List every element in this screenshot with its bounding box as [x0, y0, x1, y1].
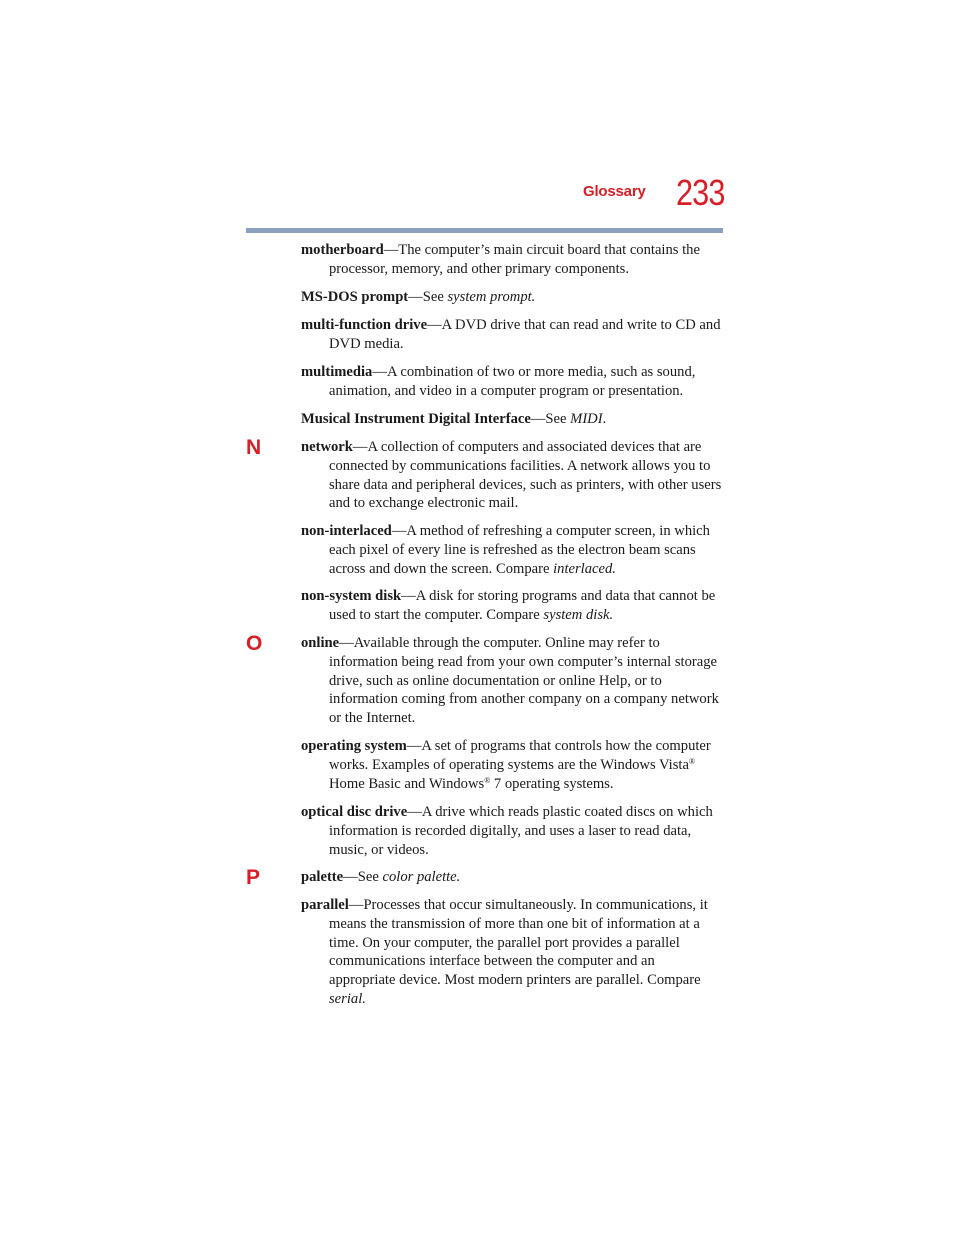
cross-reference: system disk. [543, 606, 614, 623]
section-title: Glossary [583, 183, 646, 200]
glossary-term: multi-function drive [301, 317, 428, 333]
glossary-definition: —See [408, 289, 448, 305]
glossary-definition: —A set of programs that controls how the computer works. Examples of operating systems are the Windows Vista [329, 738, 711, 773]
letter-marker-o: O [246, 632, 263, 655]
glossary-entry-midi [301, 410, 723, 429]
registered-mark: ® [688, 756, 696, 766]
cross-reference: system prompt. [447, 289, 536, 305]
cross-reference: serial. [329, 990, 366, 1007]
glossary-entry-optical-disc-drive [301, 803, 723, 859]
glossary-definition: —See [530, 411, 571, 427]
glossary-term: multimedia [301, 364, 373, 380]
glossary-definition: —A combination of two or more media, such as sound, animation, and video in a computer program or presentation. [329, 364, 696, 399]
glossary-definition: —A collection of computers and associated devices that are connected by communications facilities. A network allows you to share data and peripheral devices, such as printers, with other users and to exchange electronic mail. [329, 439, 722, 512]
glossary-term: non-interlaced [301, 523, 392, 539]
glossary-entry-non-interlaced [301, 522, 723, 578]
glossary-term: MS-DOS prompt [301, 289, 409, 305]
glossary-definition-end: 7 operating systems. [490, 775, 614, 792]
glossary-entry-ms-dos-prompt [301, 288, 723, 307]
glossary-term: non-system disk [301, 588, 402, 604]
glossary-definition: —A drive which reads plastic coated discs on which information is recorded digitally, and uses a laser to read data, music, or videos. [329, 804, 713, 858]
glossary-entry-non-system-disk [301, 587, 723, 625]
glossary-entry-operating-system [301, 737, 723, 793]
glossary-entry-multi-function-drive [301, 316, 723, 354]
glossary-term: online [301, 635, 340, 651]
glossary-entry-motherboard [301, 241, 723, 279]
registered-mark: ® [484, 775, 491, 785]
glossary-entry-online [301, 634, 723, 728]
cross-reference: MIDI [570, 411, 603, 427]
glossary-term: optical disc drive [301, 804, 408, 820]
glossary-definition: —See [343, 869, 383, 885]
glossary-definition: —The computer’s main circuit board that contains the processor, memory, and other primary components. [329, 242, 700, 277]
glossary-term: operating system [301, 738, 407, 754]
page-number: 233 [676, 172, 725, 213]
cross-reference: interlaced. [553, 560, 616, 577]
punctuation: . [602, 411, 607, 427]
glossary-term: Musical Instrument Digital Interface [301, 411, 531, 427]
glossary-entry-palette [301, 868, 723, 887]
glossary-entry-parallel [301, 896, 723, 1009]
glossary-term: motherboard [301, 242, 384, 258]
glossary-definition: —A DVD drive that can read and write to CD and DVD media. [329, 317, 721, 352]
letter-marker-n: N [246, 436, 262, 459]
glossary-term: network [301, 439, 353, 455]
glossary-entry-multimedia [301, 363, 723, 401]
glossary-definition-cont: Home Basic and Windows [329, 775, 485, 792]
glossary-definition: —A method of refreshing a computer screen, in which each pixel of every line is refreshed as the electron beam scans across and down the screen. Compare [329, 523, 710, 577]
glossary-definition: —Processes that occur simultaneously. In communications, it means the transmission of more than one bit of information at a time. On your computer, the parallel port provides a parallel communications interface between the computer and an appropriate device. Most modern printers are parallel. Compare [329, 897, 708, 989]
glossary-definition: —Available through the computer. Online may refer to information being read from your own computer’s internal storage drive, such as online documentation or online Help, or to information coming from another company on a company network or the Internet. [329, 635, 719, 727]
glossary-definition: —A disk for storing programs and data that cannot be used to start the computer. Compare [329, 588, 716, 623]
header-rule [246, 228, 723, 233]
glossary-term: parallel [301, 897, 349, 913]
glossary-entry-network [301, 438, 723, 513]
cross-reference: color palette. [382, 869, 461, 885]
letter-marker-p: P [246, 866, 261, 889]
glossary-term: palette [301, 869, 344, 885]
